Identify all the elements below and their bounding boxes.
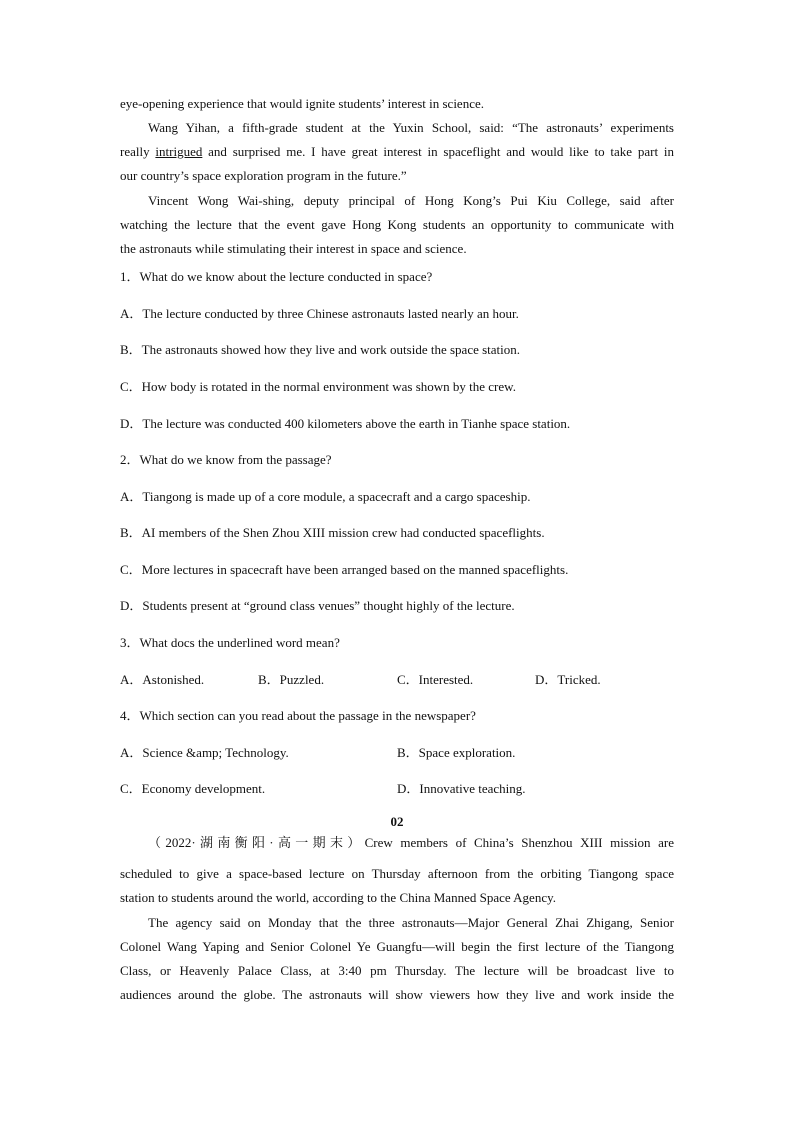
- question-stem: 3．What docs the underlined word mean?: [120, 635, 340, 650]
- answer-option: D．Tricked.: [535, 672, 601, 687]
- answer-option: C．How body is rotated in the normal environment was shown by the crew.: [120, 379, 516, 394]
- answer-option: A．The lecture conducted by three Chinese astronauts lasted nearly an hour.: [120, 306, 519, 321]
- passage-text: and surprised me. I have great interest in spaceflight and would like to take part in: [202, 144, 674, 159]
- answer-option: B．The astronauts showed how they live and work outside the space station.: [120, 342, 521, 357]
- passage-line: （2022·湖南衡阳·高一期末）Crew members of China’s Shenzhou XIII mission are: [148, 835, 674, 850]
- answer-option: C．Economy development.: [120, 781, 266, 796]
- passage-line: Colonel Wang Yaping and Senior Colonel Ye Guangfu—will begin the first lecture of the Tiangong: [120, 939, 674, 954]
- passage-line: Wang Yihan, a fifth-grade student at the Yuxin School, said: “The astronauts’ experiments: [148, 120, 674, 135]
- answer-option: C．Interested.: [397, 672, 474, 687]
- passage-line: The agency said on Monday that the three astronauts—Major General Zhai Zhigang, Senior: [148, 915, 674, 930]
- passage-line: station to students around the world, according to the China Manned Space Agency.: [120, 890, 557, 905]
- answer-option: C．More lectures in spacecraft have been arranged based on the manned spaceflights.: [120, 562, 569, 577]
- question-stem: 1．What do we know about the lecture conducted in space?: [120, 269, 433, 284]
- passage-line: eye-opening experience that would ignite students’ interest in science.: [120, 96, 484, 111]
- answer-option: D．Students present at “ground class venues” thought highly of the lecture.: [120, 598, 515, 613]
- passage-line: scheduled to give a space-based lecture on Thursday afternoon from the orbiting Tiangong space: [120, 866, 674, 881]
- answer-option: B．AI members of the Shen Zhou XIII mission crew had conducted spaceflights.: [120, 525, 545, 540]
- passage-text: really: [120, 144, 156, 159]
- question-stem: 4．Which section can you read about the passage in the newspaper?: [120, 708, 476, 723]
- passage-line: [120, 144, 674, 160]
- passage-line: the astronauts while stimulating their interest in space and science.: [120, 241, 467, 256]
- answer-option: B．Space exploration.: [397, 745, 516, 760]
- passage-line: Class, or Heavenly Palace Class, at 3:40 pm Thursday. The lecture will be broadcast live to: [120, 963, 674, 978]
- section-number: 02: [390, 814, 404, 829]
- passage-line: our country’s space exploration program in the future.”: [120, 168, 407, 183]
- question-stem: 2．What do we know from the passage?: [120, 452, 332, 467]
- passage-line: Vincent Wong Wai-shing, deputy principal of Hong Kong’s Pui Kiu College, said after: [148, 193, 674, 208]
- answer-option: B．Puzzled.: [258, 672, 325, 687]
- underlined-word: intrigued: [155, 144, 203, 159]
- answer-option: A．Astonished.: [120, 672, 205, 687]
- answer-option: A．Tiangong is made up of a core module, a spacecraft and a cargo spaceship.: [120, 489, 531, 504]
- answer-option: D．The lecture was conducted 400 kilometers above the earth in Tianhe space station.: [120, 416, 571, 431]
- passage-line: watching the lecture that the event gave Hong Kong students an opportunity to communicate with: [120, 217, 674, 232]
- answer-option: D．Innovative teaching.: [397, 781, 526, 796]
- passage-line: audiences around the globe. The astronauts will show viewers how they live and work inside the: [120, 987, 674, 1002]
- answer-option: A．Science &amp; Technology.: [120, 745, 289, 760]
